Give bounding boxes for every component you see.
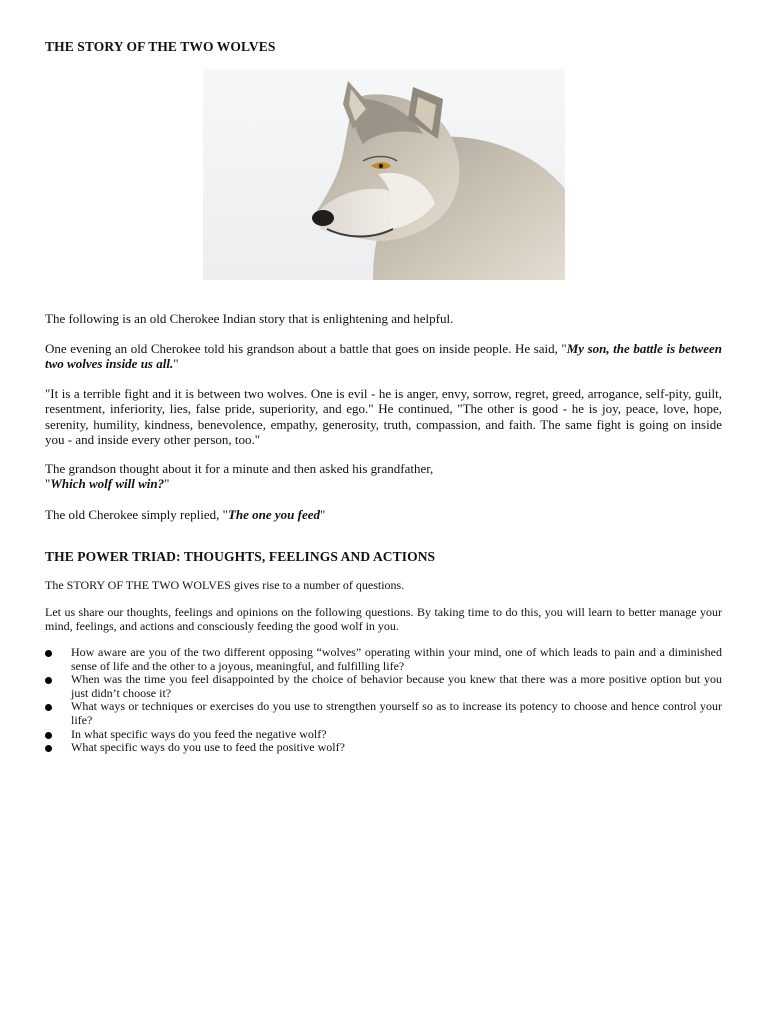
story-evening-paragraph [45,341,722,372]
replied-end: " [320,507,326,522]
grandson-close: " [164,476,170,492]
evening-quote: My son, the battle is between two wolves inside us all. [45,341,722,372]
question-text: How aware are you of the two different opposing “wolves” operating within your mind, one of which leads to pain and a diminished sense of life and the other to a joyous, meaningful, and fulfilling life? [71,645,722,673]
share-text: Let us share our thoughts, feelings and opinions on the following questions. By taking time to do this, you will learn to better manage your mind, feelings, and actions and consciously feeding the good wolf in you. [45,605,722,633]
question-list [45,646,722,755]
bullet-icon [45,732,52,739]
bullet-icon [45,650,52,657]
question-text: What specific ways do you use to feed the positive wolf? [71,740,345,755]
question-item [45,673,722,700]
question-text: What ways or techniques or exercises do you use to strengthen yourself so as to increase its potency to choose and hence control your life? [71,699,722,727]
wolf-illustration [203,69,565,280]
evening-end: " [173,356,179,372]
question-item [45,700,722,727]
grandson-open: " [45,476,51,492]
bullet-icon [45,677,52,684]
story-fight-paragraph: "It is a terrible fight and it is between two wolves. One is evil - he is anger, envy, sorrow, regret, greed, arrogance, self-pity, guilt, resentment, inferiority, lies, false pride, superiority, and ego." He continued, "The other is good - he is joy, peace, love, hope, serenity, humility, kindness, benevolence, empathy, generosity, truth, compassion, and faith. The same fight is going on inside you - and inside every other person, too." [45,386,722,447]
grandson-line: The grandson thought about it for a minute and then asked his grandfather, [45,461,434,476]
replied-lead: The old Cherokee simply replied, " [45,507,228,522]
story-replied-paragraph [45,507,722,522]
story-intro: The following is an old Cherokee Indian story that is enlightening and helpful. [45,311,454,326]
story-grandson-paragraph [45,461,722,492]
evening-lead: One evening an old Cherokee told his grandson about a battle that goes on inside people. He said, " [45,341,567,356]
section-title-power-triad: THE POWER TRIAD: THOUGHTS, FEELINGS AND ACTIONS [45,549,436,564]
gives-rise-text: The STORY OF THE TWO WOLVES gives rise to a number of questions. [45,578,405,592]
bullet-icon [45,745,52,752]
wolf-photo [203,69,565,280]
bullet-icon [45,704,52,711]
replied-quote: The one you feed [227,507,320,522]
story-title: THE STORY OF THE TWO WOLVES [45,39,276,54]
grandson-quote: Which wolf will win? [50,476,165,492]
question-item [45,728,722,742]
question-text: In what specific ways do you feed the negative wolf? [71,726,327,741]
question-item [45,741,722,755]
question-text: When was the time you feel disappointed by the choice of behavior because you knew that there was a more positive option but you just didn’t choose it? [71,672,722,700]
question-item [45,646,722,673]
